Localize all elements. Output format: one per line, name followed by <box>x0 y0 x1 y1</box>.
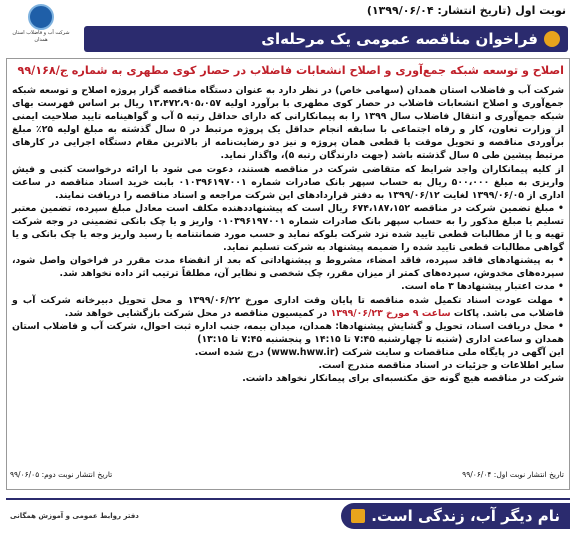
bullet-rights: شرکت در مناقصه هیچ گونه حق مکتسبه‌ای برای پیمانکار نخواهد داشت. <box>242 373 564 385</box>
paragraph-intro: شرکت آب و فاضلاب استان همدان (سهامی خاص) در نظر دارد به عنوان دستگاه مناقصه گزار پروژه اصلاح و توسعه شبکه جمع‌آوری و اصلاح انشعابات فاضلاب در حصار کوی مطهری با برآورد اولیه ۱۳،۴۷۲،۹۰۵،۰۵۷ ریال بر اساس فهرست بهای شبکه جمع‌آوری و انتقال فاضلاب سال ۱۳۹۹ را به پیمانکارانی که دارای حداقل رتبه ۵ آب و گواهینامه تایید صلاحیت ایمنی از وزارت تعاون، کار و رفاه اجتماعی با سابقه انجام حداقل یک پروژه مرتبط در ۵ سال گذشته به مبلغ اولیه ۲۵٪ مبلغ برآوردی مناقصه و تحویل موقت یا قطعی همان پروژه و نیز دو رضایت‌نامه از بالاترین مقام دستگاه اجرایی در کارهای مرتبط پیشین طی ۵ سال گذشته باشد (جهت دارندگان رتبه ۵)، واگذار نماید. <box>12 85 565 162</box>
bullet-circle-icon <box>544 31 560 47</box>
project-subtitle: اصلاح و توسعه شبکه جمع‌آوری و اصلاح انشعابات فاضلاب در حصار کوی مطهری به شماره ج/۹۹/۱۶۸ <box>17 64 564 77</box>
water-tap-icon <box>351 509 365 523</box>
water-drop-icon <box>28 4 54 30</box>
bullet-validity: • مدت اعتبار پیشنهادها ۳ ماه است. <box>401 281 564 293</box>
slogan <box>341 503 570 529</box>
bullet-website: این آگهی در پایگاه ملی مناقصات و سایت شرکت (www.hww.ir) درج شده است. <box>194 346 564 358</box>
page-title: فراخوان مناقصه عمومی یک مرحله‌ای <box>261 30 538 48</box>
opening-time: ساعت ۹ مورخ ۱۳۹۹/۰۶/۲۳ <box>330 307 451 319</box>
publication-dates <box>10 470 564 479</box>
paragraph-documents: از کلیه پیمانکاران واجد شرایط که متقاضی شرکت در مناقصه هستند، دعوت می شود با ارائه درخواست کتبی و فیش واریزی به مبلغ ۵۰۰،۰۰۰ ریال به حساب سپهر بانک صادرات شماره ۰۱۰۳۹۶۱۹۷۰۰۱ بابت خرید اسناد مناقصه در ساعت اداری از ۱۳۹۹/۰۶/۰۵ لغایت ۱۳۹۹/۰۶/۱۲ به دفتر قراردادهای این شرکت مراجعه و اسناد مناقصه را دریافت نمایند. <box>12 163 564 201</box>
title-banner <box>84 26 568 52</box>
bullet-rejection: • به پیشنهادهای فاقد سپرده، فاقد امضاء، مشروط و پیشنهاداتی که بعد از انقضاء مدت مقرر در فراخوان واصل شود، سپرده‌های مخدوش، سپرده‌های کمتر از میزان مقرر، چک شخصی و نظایر آن، مطلقاً ترتیب اثر داده نخواهد شد. <box>12 255 564 280</box>
logo-caption: شرکت آب و فاضلاب استان همدان <box>12 30 70 43</box>
deadline-text-a: • مهلت عودت اسناد تکمیل شده مناقصه تا پایان وقت اداری مورخ ۱۳۹۹/۰۶/۲۲ و محل تحویل دبیرخانه شرکت آب و فاضلاب می باشد. پاکات <box>12 294 564 319</box>
bullet-deadline <box>12 294 564 320</box>
first-publish-date: تاریخ انتشار نوبت اول: ۹۹/۰۶/۰۴ <box>462 470 564 479</box>
notice-body <box>12 84 564 385</box>
footer-bar <box>6 498 570 532</box>
company-logo <box>8 4 74 48</box>
slogan-text: نام دیگر آب، زندگی است. <box>371 507 560 525</box>
bullet-details: سایر اطلاعات و جزئیات در اسناد مناقصه مندرج است. <box>318 359 564 371</box>
deadline-text-b: در کمیسیون مناقصه در محل شرکت بازگشایی خواهد شد. <box>64 307 328 319</box>
second-publish-date: تاریخ انتشار نوبت دوم: ۹۹/۰۶/۰۵ <box>10 470 113 479</box>
bullet-guarantee: • مبلغ تضمین شرکت در مناقصه ۶۷۴،۱۸۷،۱۵۲ ریال است که پیشنهاددهنده مکلف است معادل مبلغ سپرده، تضمین معتبر تسلیم یا مبلغ مذکور را به حساب سپهر بانک صادرات شماره ۰۱۰۳۹۶۱۹۷۰۰۱ واریز و یا چک بانکی تضمینی در وجه شرکت تهیه و یا از مطالبات قطعی تایید شده نزد شرکت بلوکه نماید و حسب مورد ضمانتنامه یا رسید واریز وجه یا چک بانکی و یا گواهی مطالبات قطعی تایید شده را ضمیمه پیشنهاد به شرکت تسلیم نماید. <box>12 202 565 254</box>
pr-office-label: دفتر روابط عمومی و آموزش همگانی <box>10 512 139 520</box>
publish-date-line: نوبت اول (تاریخ انتشار: ۱۳۹۹/۰۶/۰۴) <box>366 4 566 17</box>
bullet-location: • محل دریافت اسناد، تحویل و گشایش پیشنهادها: همدان، میدان بیمه، جنب اداره ثبت احوال، شرکت آب و فاضلاب استان همدان و ساعت اداری (شنبه تا چهارشنبه ۷:۴۵ تا ۱۴:۱۵ و پنجشنبه ۷:۴۵ تا ۱۳:۱۵) <box>12 320 564 345</box>
